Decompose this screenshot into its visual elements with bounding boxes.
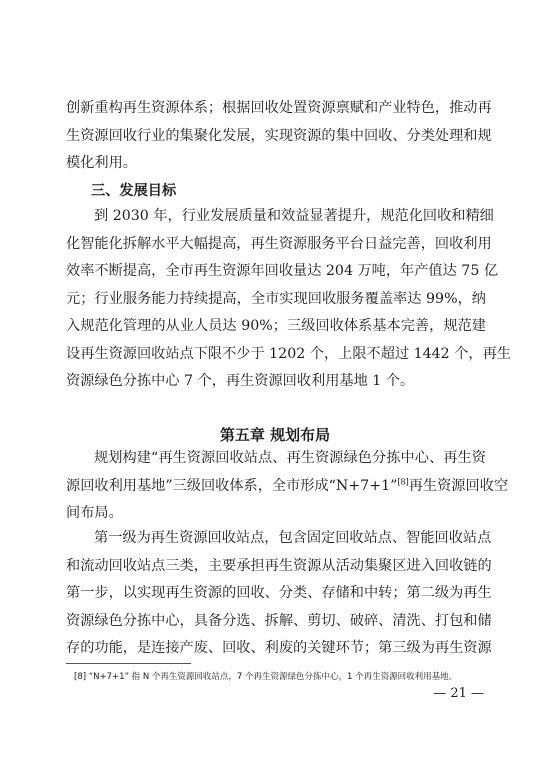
text-segment: 再生资源回收空	[408, 477, 509, 494]
chapter-title: 第五章 规划布局	[219, 426, 331, 444]
footnote-divider	[66, 663, 191, 664]
goals-paragraph	[66, 203, 511, 396]
text-line: 第一步，以实现再生资源的回收、分类、存储和中转；第二级为再生	[66, 585, 492, 601]
footnote-ref[interactable]: [8]	[397, 476, 409, 486]
text-line: 化智能化拆解水平大幅提高，再生资源服务平台日益完善，回收利用	[66, 235, 492, 252]
text-line: 生资源回收行业的集聚化发展，实现资源的集中回收、分类处理和规	[66, 127, 492, 144]
section-heading: 三、发展目标	[91, 183, 177, 199]
text-line: 间布局。	[66, 505, 123, 521]
text-line: 设再生资源回收站点下限不少于 1202 个，上限不超过 1442 个，再生	[66, 345, 511, 362]
text-line: 和流动回收站点三类，主要承担再生资源从活动集聚区进入回收链的	[66, 557, 492, 574]
tiers-paragraph	[66, 525, 492, 663]
text-line: 资源绿色分拣中心，具备分选、拆解、剪切、破碎、清洗、打包和储	[66, 612, 492, 629]
text-line: 资源绿色分拣中心 7 个，再生资源回收利用基地 1 个。	[66, 373, 415, 389]
text-line: 存的功能，是连接产废、回收、利废的关键环节；第三级为再生资源	[66, 640, 492, 656]
layout-paragraph	[66, 445, 509, 528]
text-segment: 源回收利用基地”三级回收体系，全市形成“N+7+1”	[66, 477, 398, 494]
page-number: — 21 —	[433, 686, 484, 701]
text-line-with-footnote	[66, 473, 509, 501]
intro-paragraph	[66, 95, 492, 178]
text-line: 入规范化管理的从业人员达 90%；三级回收体系基本完善，规范建	[66, 318, 486, 334]
text-line: 第一级为再生资源回收站点，包含固定回收站点、智能回收站点	[94, 530, 492, 546]
footnote: [8] “N+7+1” 指 N 个再生资源回收站点，7 个再生资源绿色分拣中心，1 个再生资源回收利用基地。	[74, 672, 458, 682]
text-line: 到 2030 年，行业发展质量和效益显著提升，规范化回收和精细	[94, 208, 494, 224]
text-line: 规划构建“再生资源回收站点、再生资源绿色分拣中心、再生资	[94, 450, 486, 466]
text-line: 效率不断提高，全市再生资源年回收量达 204 万吨，年产值达 75 亿	[66, 263, 499, 279]
text-line: 模化利用。	[66, 155, 137, 171]
text-line: 元；行业服务能力持续提高，全市实现回收服务覆盖率达 99%，纳	[66, 290, 486, 307]
text-line: 创新重构再生资源体系；根据回收处置资源禀赋和产业特色，推动再	[66, 100, 492, 116]
